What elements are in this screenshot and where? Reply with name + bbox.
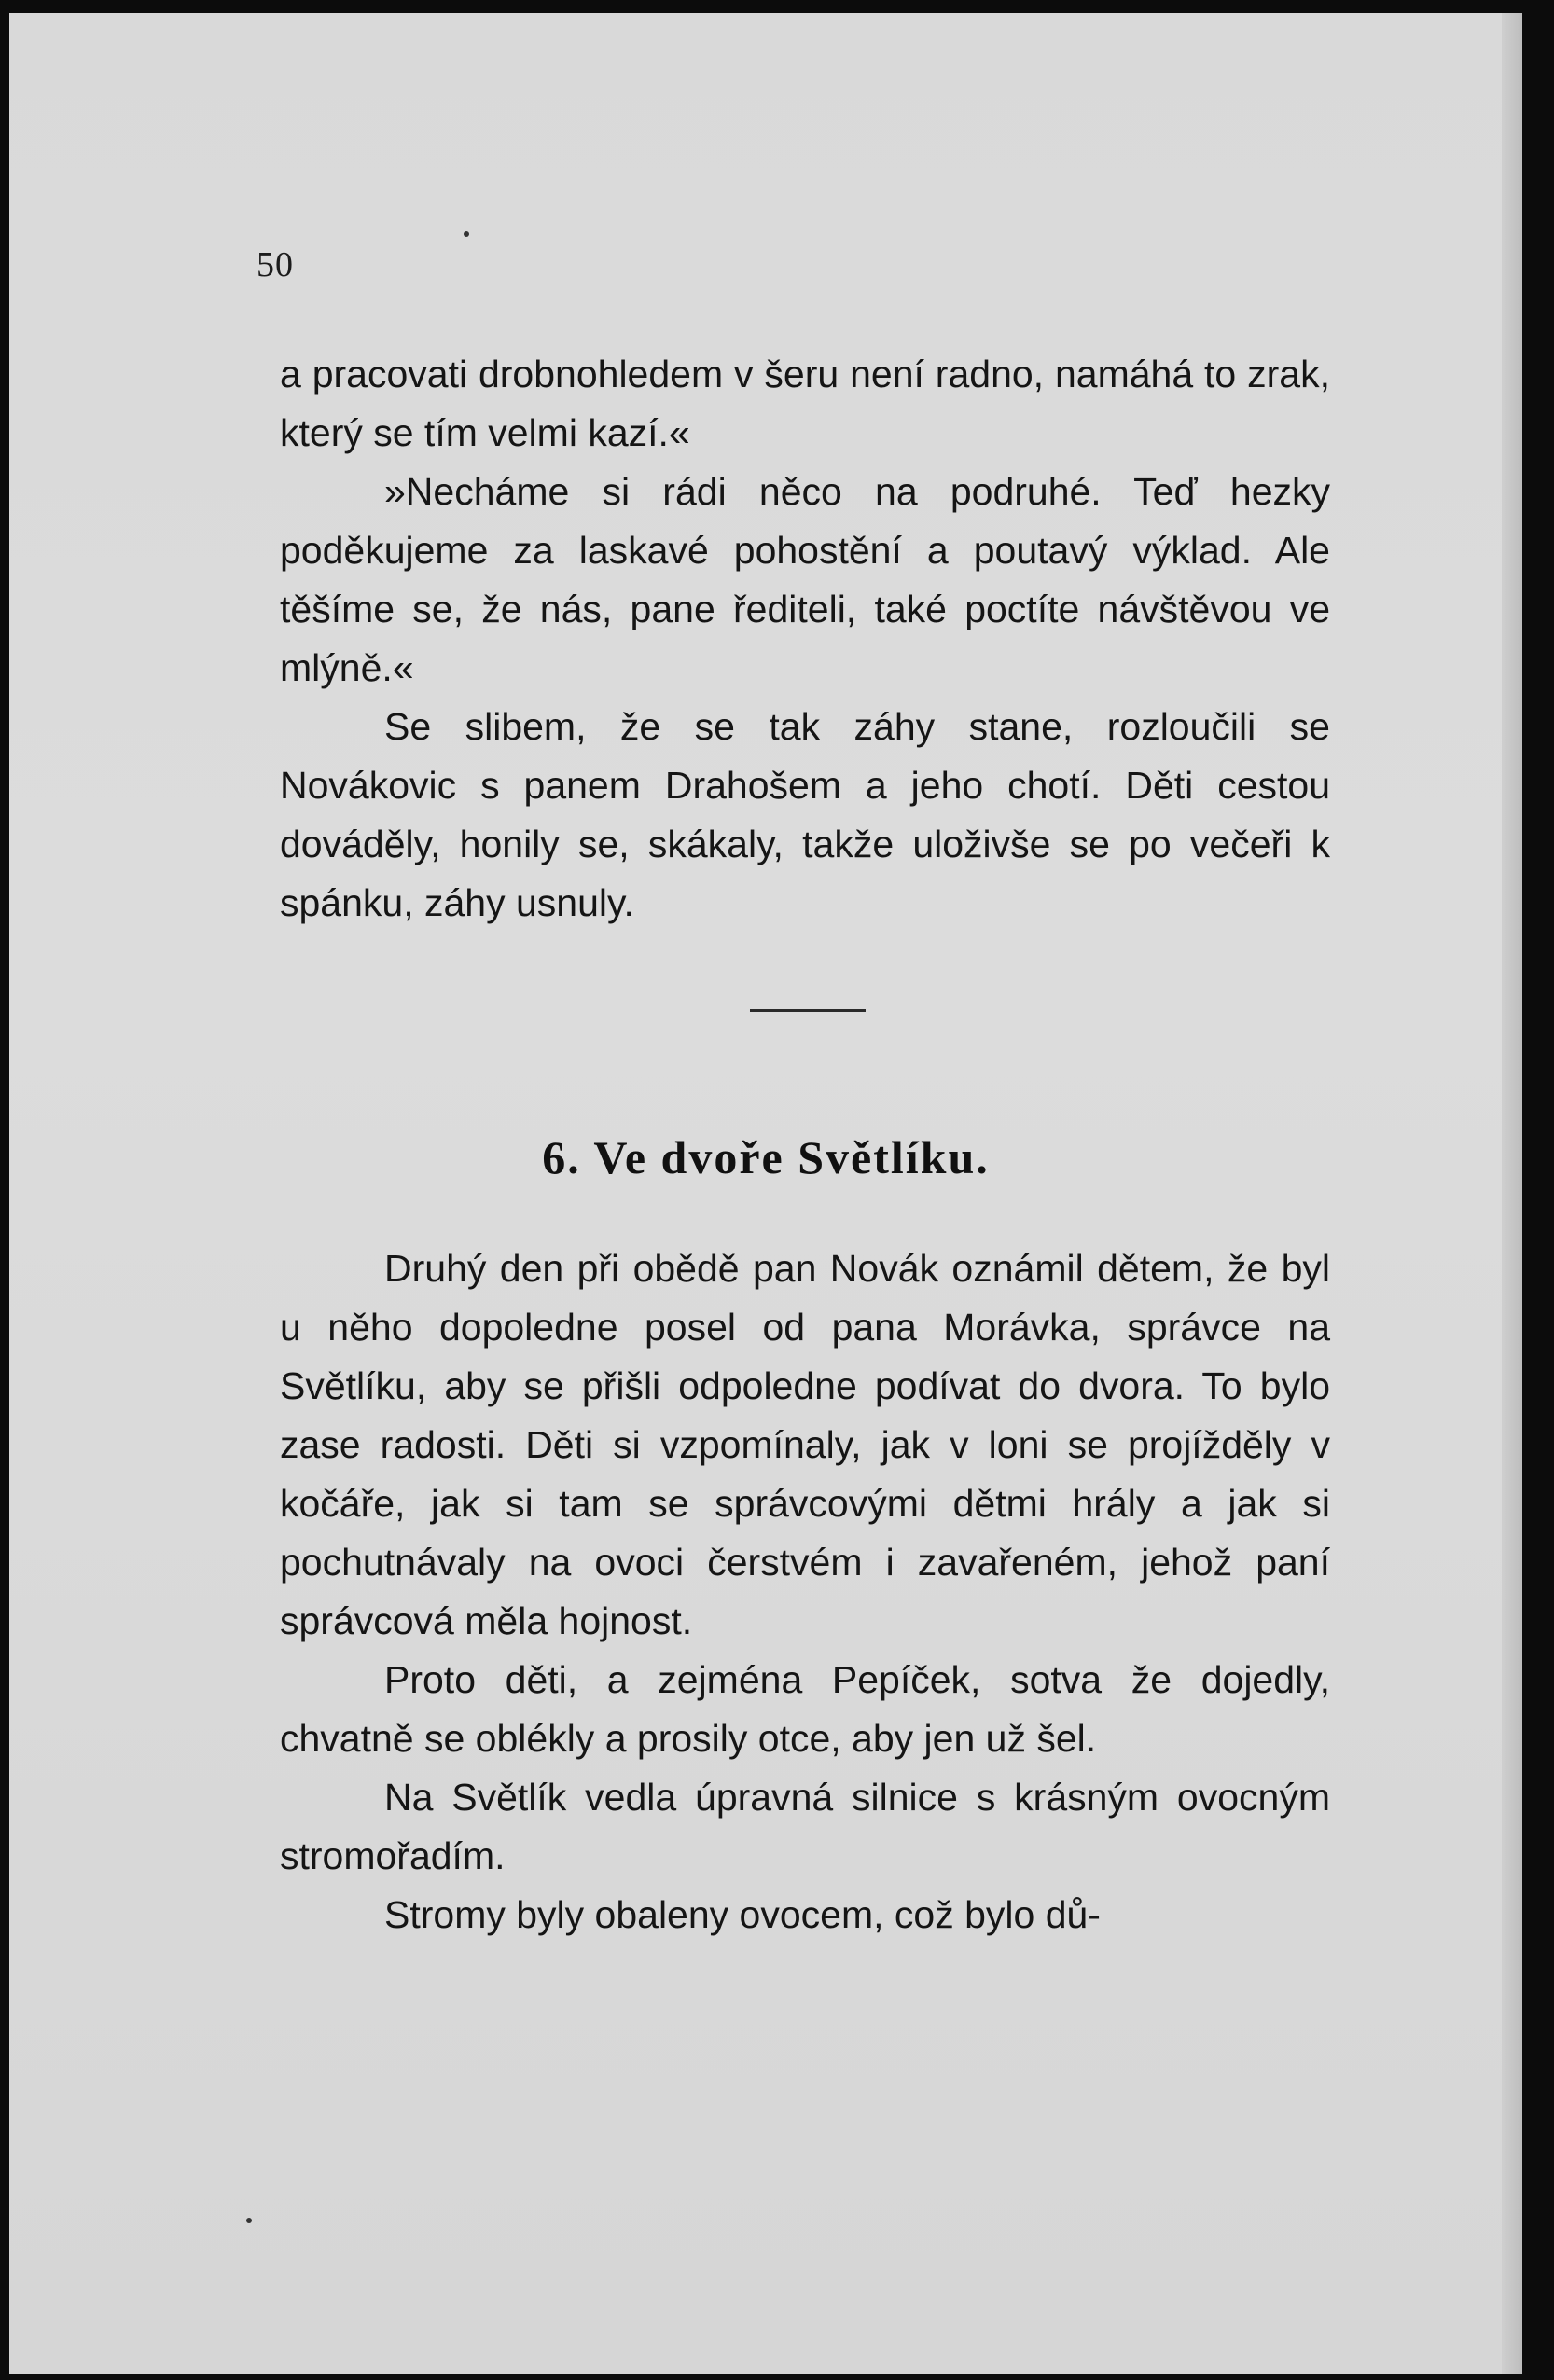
print-speck (464, 231, 469, 237)
section-separator (750, 1009, 866, 1012)
page-number: 50 (257, 245, 294, 284)
page-edge-shadow (1502, 13, 1522, 2374)
paragraph: Stromy byly obaleny ovocem, což bylo dů- (384, 1893, 1101, 1936)
print-speck (246, 2218, 252, 2223)
chapter-heading: 6. Ve dvoře Světlíku. (542, 1131, 990, 1183)
paragraph: Druhý den při obědě pan Novák oznámil dětem, že byl u něho dopoledne posel od pana Morávka, správce na Světlíku, aby se přišli odpoledne podívat do dvora. To bylo zase radosti. Děti si vzpomínaly, jak v loni se projížděly v kočáře, jak si tam se správcovými dětmi hrály a jak si pochutnávaly na ovoci čerstvém i zavařeném, jehož paní správcová měla hojnost. (280, 1247, 1330, 1642)
text-section-2 (280, 1239, 1330, 1944)
book-page (9, 13, 1522, 2374)
paragraph: Proto děti, a zejména Pepíček, sotva že dojedly, chvatně se oblékly a prosily otce, aby jen už šel. (280, 1658, 1330, 1760)
paragraph: Se slibem, že se tak záhy stane, rozloučili se Novákovic s panem Drahošem a jeho chotí. Děti cestou dováděly, honily se, skákaly, takže uloživše se po večeři k spánku, záhy usnuly. (280, 705, 1330, 924)
paragraph: a pracovati drobnohledem v šeru není radno, namáhá to zrak, který se tím velmi kazí.« (280, 353, 1330, 454)
paragraph: »Necháme si rádi něco na podruhé. Teď hezky poděkujeme za laskavé pohostění a poutavý výklad. Ale těšíme se, že nás, pane řediteli, také poctíte návštěvou ve mlýně.« (280, 470, 1330, 689)
paragraph: Na Světlík vedla úpravná silnice s krásným ovocným stromořadím. (280, 1776, 1330, 1877)
text-section-1 (280, 345, 1330, 933)
